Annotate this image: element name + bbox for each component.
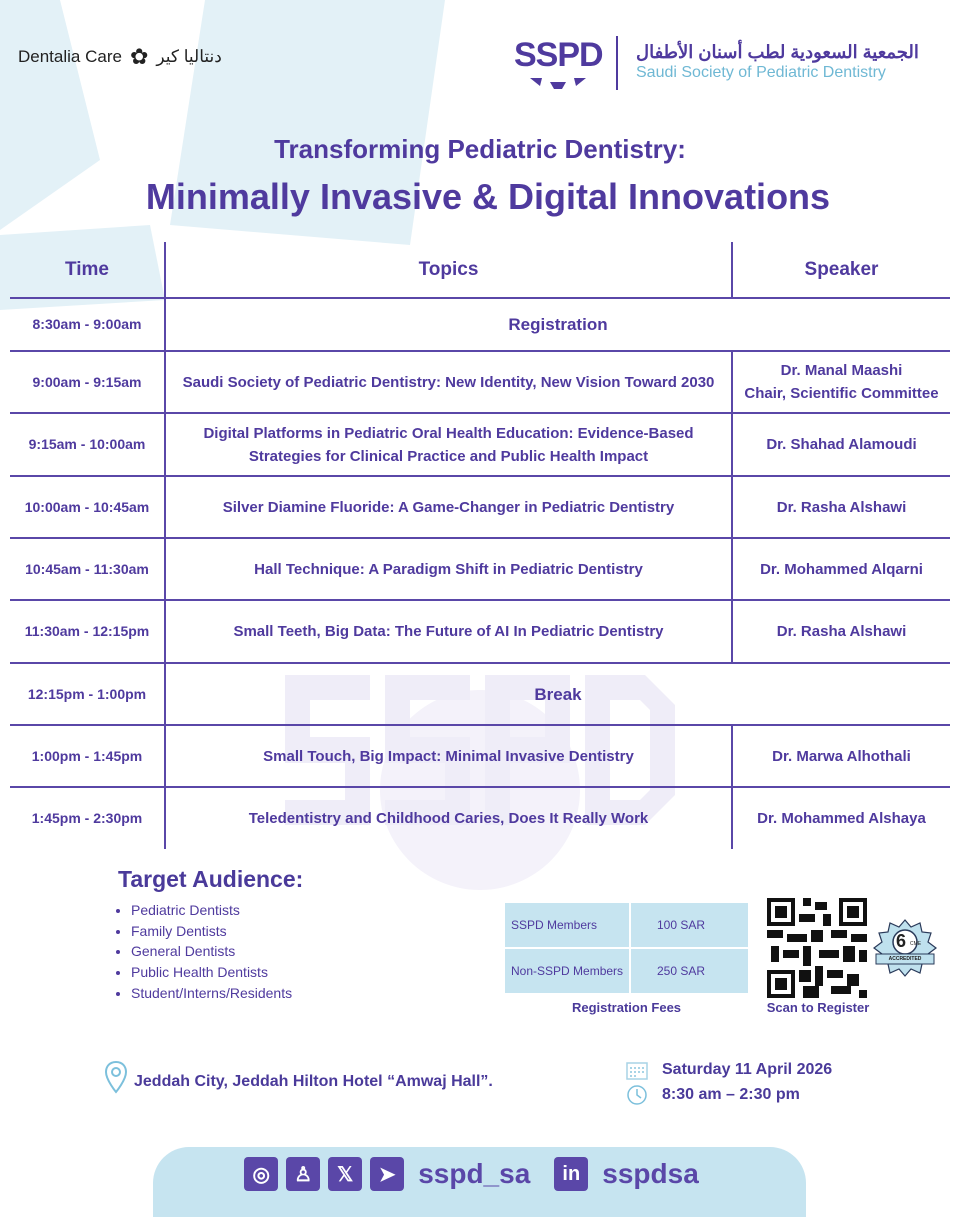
snapchat-icon[interactable]: ♙ [286,1157,320,1191]
row-time: 9:00am - 9:15am [10,351,165,413]
row-topic: Hall Technique: A Paradigm Shift in Pediatric Dentistry [165,538,732,600]
sponsor-name-ar: دنتاليا كير [156,47,222,66]
row-speaker: Dr. Rasha Alshawi [732,600,950,663]
badge-unit: CME [910,941,922,947]
header-speaker: Speaker [732,242,950,298]
fee-price: 250 SAR [631,949,748,993]
audience-item: • Pediatric Dentists [131,900,292,921]
social-handle-primary[interactable]: sspd_sa [418,1158,531,1189]
topic-line-2: Strategies for Clinical Practice and Public Health Impact [248,447,649,465]
row-speaker: Dr. Marwa Alhothali [732,725,950,787]
sspd-logo: SSPD [514,36,603,74]
row-time: 11:30am - 12:15pm [10,600,165,663]
instagram-icon[interactable]: ◎ [244,1157,278,1191]
header-topics: Topics [165,242,732,298]
row-speaker: Dr. Shahad Alamoudi [732,413,950,476]
row-time: 12:15pm - 1:00pm [10,663,165,725]
table-row [10,476,950,538]
audience-title: Target Audience: [118,866,304,892]
speaker-name: Dr. Manal Maashi [780,362,903,379]
dentalia-care-logo [18,44,222,70]
row-time: 10:00am - 10:45am [10,476,165,538]
fee-member-type: SSPD Members [505,903,629,947]
title-line-2: Minimally Invasive & Digital Innovations [145,176,831,217]
clock-icon [626,1084,648,1106]
row-time: 1:00pm - 1:45pm [10,725,165,787]
table-row [10,413,950,476]
table-row [10,298,950,351]
event-time: 8:30 am – 2:30 pm [662,1086,800,1103]
fees-table [505,903,748,993]
cme-accredited-badge [872,918,938,978]
audience-list [131,900,292,1004]
qr-label: Scan to Register [766,1000,870,1015]
row-topic: Small Teeth, Big Data: The Future of AI In Pediatric Dentistry [165,600,732,663]
fee-member-type: Non-SSPD Members [505,949,629,993]
audience-item: • General Dentists [131,941,292,962]
x-icon[interactable]: 𝕏 [328,1157,362,1191]
schedule-table [10,242,950,849]
sspd-logo-mark-icon [528,76,588,90]
row-topic: Silver Diamine Fluoride: A Game-Changer in Pediatric Dentistry [165,476,732,538]
row-topic: Registration [165,298,950,351]
fee-price: 100 SAR [631,903,748,947]
row-time: 10:45am - 11:30am [10,538,165,600]
table-header-row [10,242,950,298]
row-topic: Teledentistry and Childhood Caries, Does It Really Work [165,787,732,849]
social-bar [153,1147,806,1217]
org-name-ar: الجمعية السعودية لطب أسنان الأطفال [636,42,919,62]
fees-label: Registration Fees [571,1000,682,1015]
topic-line-1: Digital Platforms in Pediatric Oral Health Education: Evidence-Based [203,424,694,442]
table-row [10,663,950,725]
row-speaker: Dr. Rasha Alshawi [732,476,950,538]
audience-item: • Public Health Dentists [131,962,292,983]
audience-item: • Student/Interns/Residents [131,983,292,1004]
row-topic: Small Touch, Big Impact: Minimal Invasive Dentistry [165,725,732,787]
row-speaker [732,351,950,413]
social-handle-linkedin[interactable]: sspdsa [602,1158,699,1189]
row-speaker: Dr. Mohammed Alshaya [732,787,950,849]
row-time: 9:15am - 10:00am [10,413,165,476]
event-date: Saturday 11 April 2026 [662,1061,833,1078]
row-time: 1:45pm - 2:30pm [10,787,165,849]
table-row [10,600,950,663]
org-name-en: Saudi Society of Pediatric Dentistry [636,64,886,81]
row-speaker: Dr. Mohammed Alqarni [732,538,950,600]
badge-text: ACCREDITED [888,956,922,962]
venue-location: Jeddah City, Jeddah Hilton Hotel “Amwaj Hall”. [134,1073,493,1090]
title-line-1: Transforming Pediatric Dentistry: [274,134,686,164]
calendar-icon [626,1060,648,1080]
sponsor-flower-icon: ✿ [129,44,149,69]
row-topic [165,413,732,476]
header-time: Time [10,242,165,298]
table-row [10,725,950,787]
sponsor-name-en: Dentalia Care [18,47,122,66]
location-pin-icon [104,1060,128,1094]
badge-number: 6 [896,931,907,951]
telegram-icon[interactable]: ➤ [370,1157,404,1191]
speaker-role: Chair, Scientific Committee [744,385,939,402]
table-row [10,538,950,600]
table-row [10,787,950,849]
audience-item: • Family Dentists [131,921,292,942]
row-topic: Saudi Society of Pediatric Dentistry: New Identity, New Vision Toward 2030 [165,351,732,413]
row-topic: Break [165,663,950,725]
table-row [10,351,950,413]
registration-qr-code[interactable] [767,898,867,998]
linkedin-icon[interactable]: in [554,1157,588,1191]
logo-divider [616,36,618,90]
row-time: 8:30am - 9:00am [10,298,165,351]
